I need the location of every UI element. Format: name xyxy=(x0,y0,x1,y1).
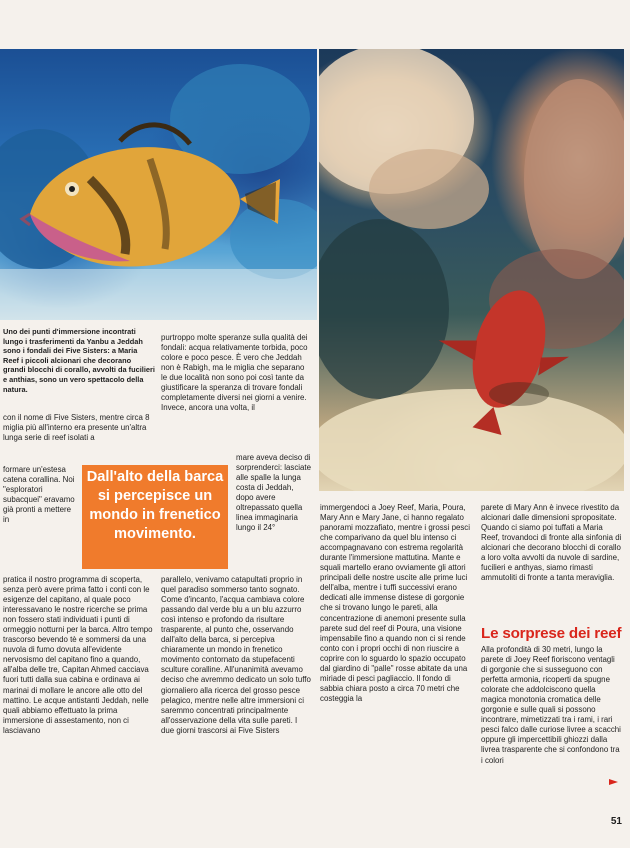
column-2-wrap xyxy=(236,453,312,533)
column-1-wrap xyxy=(3,465,75,525)
triggerfish-photo xyxy=(0,49,317,320)
page-number: 51 xyxy=(610,816,622,827)
column-3-text: immergendoci a Joey Reef, Maria, Poura, Mary Ann e Mary Jane, ci hanno regalato panorami mozzafiato, mentre i grossi pesci che comparivano da quel blu intenso ci accompagnavano con estrema regolarità durante l'immersione mattutina. Mante e squali martello erano ovviamente gli attori principali delle nostre uscite alle prime luci dell'alba, mentre i tuffi successivi erano dedicati alle immense distese di gorgonie che si trovano lungo le pareti, alla concentrazione di anemoni presente sulla parete sud del reef di Poura, una visione impensabile fino a quando non ci si rende conto con i propri occhi di non riuscire a coprire con lo sguardo lo spazio occupato dal giardino di "palle" rosse abitate da una miriade di pesci pagliaccio. Il fondo di sabbia chiara posto a circa 70 metri che costeggia la xyxy=(320,503,470,703)
column-4-bottom-text: Alla profondità di 30 metri, lungo la parete di Joey Reef fioriscono ventagli di gorgonie che si susseguono con perfetta armonia, ricoperti da spugne colorate che addolciscono quella magica monotonia cromatica delle gorgonie e sulle quali si possono incontrare, mimetizzati tra i rami, i rari pesci falco dalle curiose livree a scacchi oppure gli impercettibili ghiozzi dalla livrea trasparente che si confondono tra i colori xyxy=(481,645,621,765)
grouper-reef-photo xyxy=(319,49,624,491)
triggerfish-illustration xyxy=(0,49,317,320)
grouper-reef-illustration xyxy=(319,49,624,491)
pull-quote: Dall'alto della barca si percepisce un mondo in frenetico movimento. xyxy=(86,469,224,542)
column-1-bottom xyxy=(3,575,153,736)
column-2-bottom-text: parallelo, venivamo catapultati proprio in quel paradiso sommerso tanto sognato. Come d'incanto, l'acqua cambiava colore passando dal verde blu a un blu azzurro così intenso e profondo da risultare trasparente, al punto che, osservando dall'alto della barca, si percepiva chiaramente un mondo in frenetico movimento contornato da stupefacenti sculture coralline. All'unanimità avevamo deciso che avremmo dedicato un solo tuffo giornaliero alla ricerca del grosso pesce pelagico, mentre nelle altre immersioni ci saremmo concentrati principalmente all'osservazione della vita sulle pareti. I due giorni trascorsi ai Five Sisters xyxy=(161,575,311,735)
column-4-top-text: parete di Mary Ann è invece rivestito da alcionari dalle dimensioni spropositate. Quando ci siamo poi tuffati a Maria Reef, trovandoci di fronte alla sinfonia di alcionari che decorano blocchi di corallo a loro volta avvolti da nuvole di sardine, fucilieri e anthyas, siamo rimasti ammutoliti di fronte a tanta meraviglia. xyxy=(481,503,622,583)
column-2-top xyxy=(161,333,311,413)
continue-arrow-icon xyxy=(609,779,618,785)
column-1-bottom-text: pratica il nostro programma di scoperta, senza però avere prima fatto i conti con le esigenze del capitano, al quale poco interessavano le nostre ricerche se prima non fossero stati individuati i punti di ormeggio notturni per la barca. Altro tempo trascorso bevendo tè e sommersi da una nuvola di fumo dovuta all'evidente nervosismo del capitano fino a quando, all'alba delle tre, Capitan Ahmed cacciava fuori tutti dalla sua cabina e ordinava ai marinai di mollare le ancore alle otto del mattino. Le acque antistanti Jeddah, nelle quali abbiamo effettuato la prima immersione di assestamento, non ci lasciavano xyxy=(3,575,153,735)
column-4-top xyxy=(481,503,623,583)
column-2-wrap-text: mare aveva deciso di sorprenderci: lasciate alle spalle la lunga costa di Jeddah, dopo avere oltrepassato quella linea immaginaria lungo il 24° xyxy=(236,453,311,533)
photo-caption: Uno dei punti d'immersione incontrati lungo i trasferimenti da Yanbu a Jeddah sono i fondali dei Five Sisters: a Maria Reef i piccoli alcionari che decorano grandi blocchi di corallo, avvolti da fucilieri e anthias, sono un vero spettacolo della natura. xyxy=(3,327,155,394)
column-3 xyxy=(320,503,470,704)
column-1-top-text: con il nome di Five Sisters, mentre circa 8 miglia più all'interno era presente un'altra lunga serie di reef isolati a xyxy=(3,413,150,443)
column-4-bottom xyxy=(481,645,623,766)
column-2-bottom xyxy=(161,575,311,736)
column-1-wrap-text: formare un'estesa catena corallina. Noi "esploratori subacquei" eravamo già pronti a mettere in xyxy=(3,465,75,525)
column-2-top-text: purtroppo molte speranze sulla qualità dei fondali: acqua relativamente torbida, poco colore e poco pesce. È vero che Jeddah non è Rabigh, ma le miglia che separano le due località non sono poi così tante da giustificare la speranza di trovare fondali completamente diversi nei giorni a venire. Invece, ancora una volta, il xyxy=(161,333,308,413)
column-1-top xyxy=(3,413,153,443)
section-subheading: Le sorprese dei reef xyxy=(481,625,622,642)
